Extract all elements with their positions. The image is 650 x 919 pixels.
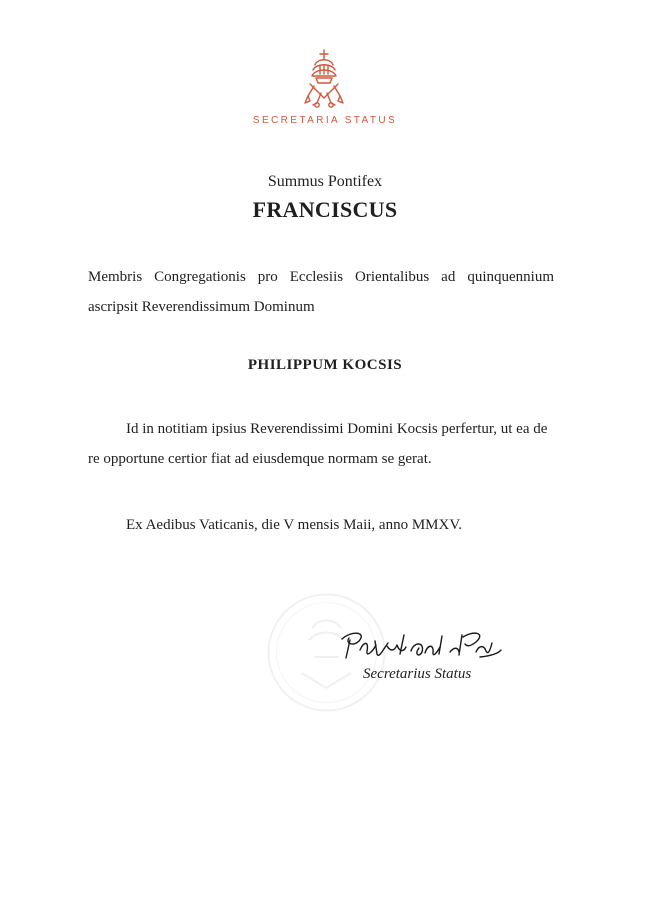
handwritten-signature: [335, 623, 505, 667]
papal-keys-and-tiara-icon: [295, 48, 353, 110]
pontiff-name: FRANCISCUS: [252, 197, 398, 222]
date-line: Ex Aedibus Vaticanis, die V mensis Maii, anno MMXV.: [126, 517, 462, 533]
secretariat-heading: SECRETARIA STATUS: [252, 115, 398, 126]
notice-paragraph: Id in notitiam ipsius Reverendissimi Domini Kocsis perfertur, ut ea de re opportune certior fiat ad eiusdemque normam se gerat.: [88, 421, 548, 467]
signatory-title: Secretarius Status: [363, 666, 472, 682]
appointment-paragraph: Membris Congregationis pro Ecclesiis Orientalibus ad quinquennium ascripsit Reverendissimum Dominum: [88, 269, 554, 315]
appointee-name: PHILIPPUM KOCSIS: [247, 357, 403, 373]
pontiff-intro: Summus Pontifex: [267, 173, 383, 190]
